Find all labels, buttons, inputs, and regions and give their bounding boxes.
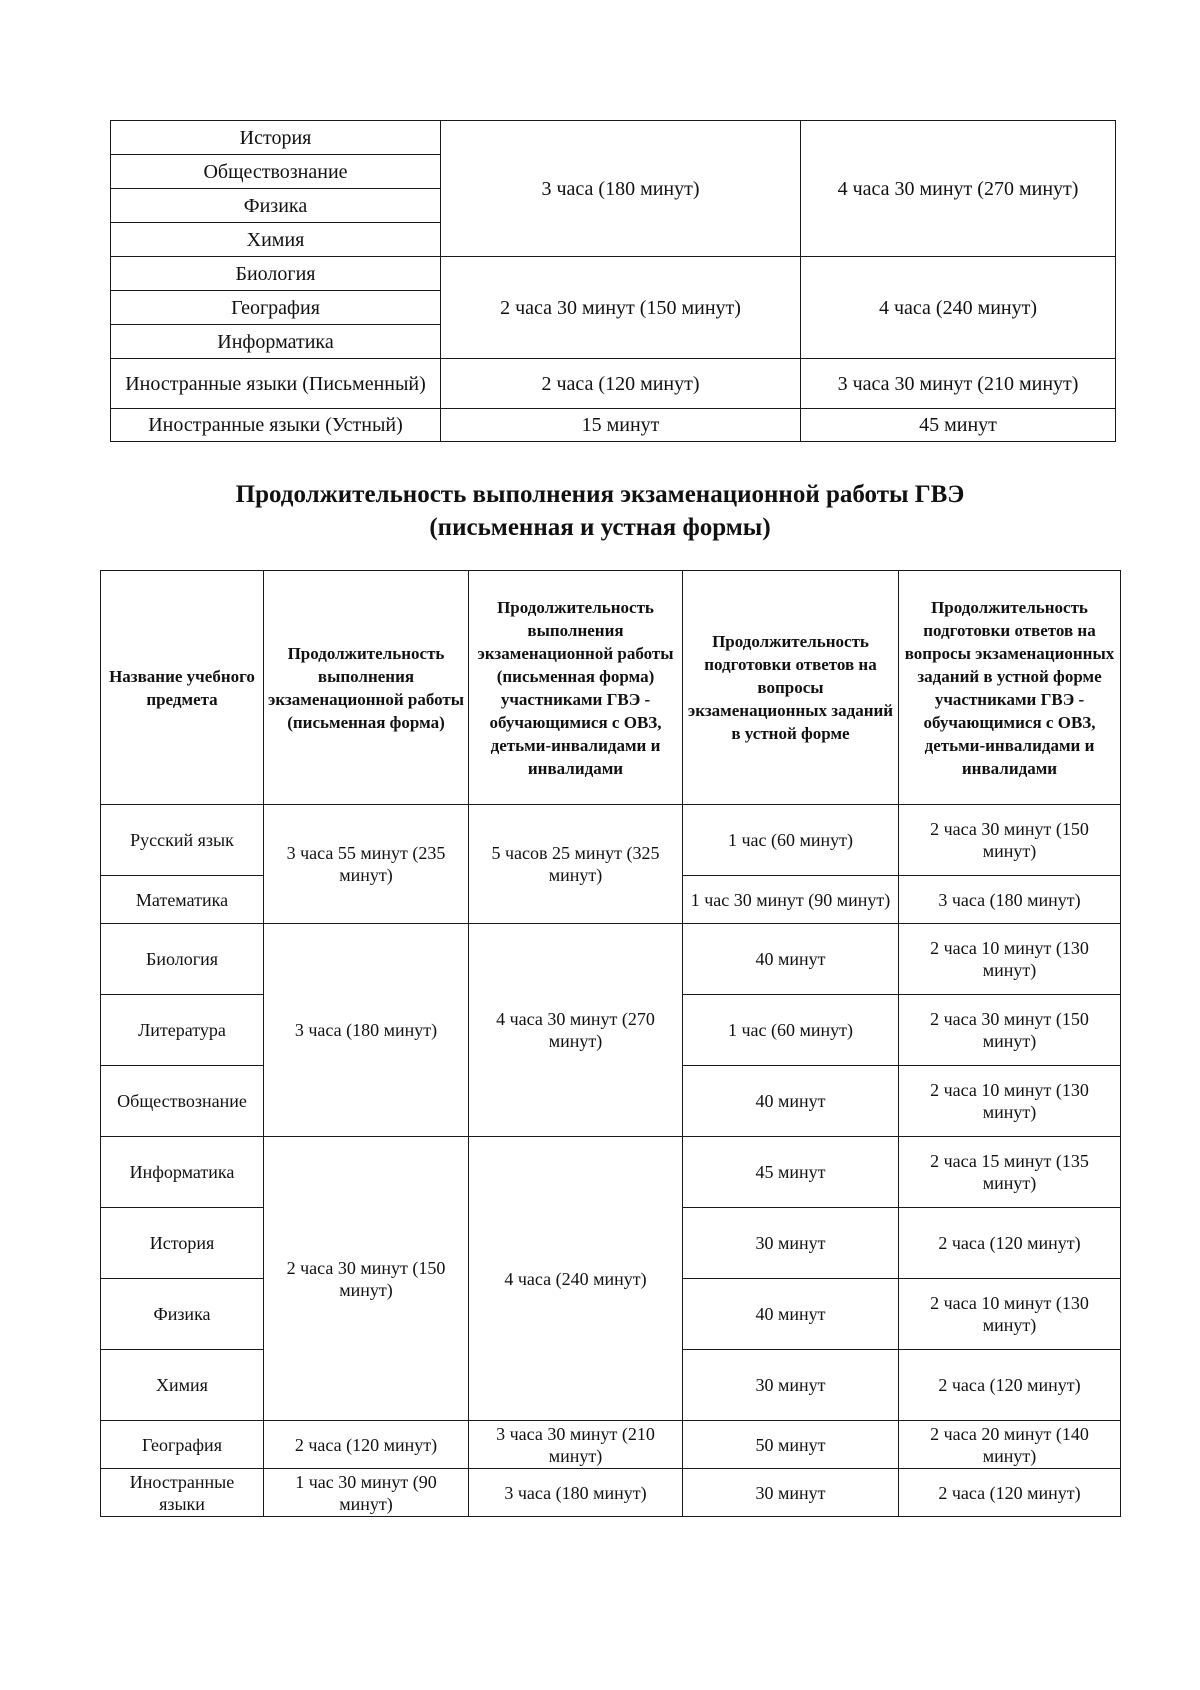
subject-cell: Обществознание <box>111 155 441 189</box>
subject-cell: Физика <box>101 1279 264 1350</box>
subject-cell: Иностранные языки (Письменный) <box>111 359 441 409</box>
subject-cell: История <box>111 121 441 155</box>
oral-ovz-cell: 2 часа (120 минут) <box>899 1469 1121 1517</box>
table-row <box>101 805 1121 876</box>
oral-cell: 40 минут <box>683 1066 899 1137</box>
oral-cell: 30 минут <box>683 1208 899 1279</box>
written-cell: 3 часа 55 минут (235 минут) <box>264 805 469 924</box>
written-ovz-cell: 5 часов 25 минут (325 минут) <box>469 805 683 924</box>
oral-ovz-cell: 2 часа 15 минут (135 минут) <box>899 1137 1121 1208</box>
heading-line-2: (письменная и устная формы) <box>429 514 771 541</box>
subject-cell: География <box>111 291 441 325</box>
subject-cell: Иностранные языки (Устный) <box>111 409 441 442</box>
subject-cell: Химия <box>111 223 441 257</box>
table-row <box>111 257 1116 291</box>
written-cell: 3 часа (180 минут) <box>264 924 469 1137</box>
written-cell: 2 часа (120 минут) <box>264 1421 469 1469</box>
heading-line-1: Продолжительность выполнения экзаменационной работы ГВЭ <box>235 481 965 508</box>
oral-ovz-cell: 2 часа (120 минут) <box>899 1208 1121 1279</box>
subject-cell: Химия <box>101 1350 264 1421</box>
subject-cell: Физика <box>111 189 441 223</box>
section-heading <box>180 478 1020 544</box>
oral-cell: 40 минут <box>683 1279 899 1350</box>
gve-durations-table <box>100 570 1121 1517</box>
table-row <box>111 409 1116 442</box>
written-cell: 2 часа 30 минут (150 минут) <box>264 1137 469 1421</box>
oral-ovz-cell: 2 часа 10 минут (130 минут) <box>899 1066 1121 1137</box>
table-row <box>101 924 1121 995</box>
subject-cell: История <box>101 1208 264 1279</box>
oral-cell: 1 час 30 минут (90 минут) <box>683 876 899 924</box>
oral-cell: 1 час (60 минут) <box>683 995 899 1066</box>
table-row <box>101 1469 1121 1517</box>
duration-ovz-cell: 45 минут <box>801 409 1116 442</box>
oral-ovz-cell: 2 часа 30 минут (150 минут) <box>899 995 1121 1066</box>
subject-cell: Литература <box>101 995 264 1066</box>
duration-ovz-cell: 4 часа (240 минут) <box>801 257 1116 359</box>
written-ovz-cell: 3 часа 30 минут (210 минут) <box>469 1421 683 1469</box>
duration-cell: 3 часа (180 минут) <box>441 121 801 257</box>
oral-cell: 1 час (60 минут) <box>683 805 899 876</box>
oral-ovz-cell: 2 часа 10 минут (130 минут) <box>899 1279 1121 1350</box>
header-oral: Продолжительность подготовки ответов на вопросы экзаменационных заданий в устной форме <box>683 571 899 805</box>
oral-cell: 30 минут <box>683 1350 899 1421</box>
subject-cell: Русский язык <box>101 805 264 876</box>
oral-ovz-cell: 3 часа (180 минут) <box>899 876 1121 924</box>
written-ovz-cell: 4 часа (240 минут) <box>469 1137 683 1421</box>
written-ovz-cell: 4 часа 30 минут (270 минут) <box>469 924 683 1137</box>
table-row <box>111 359 1116 409</box>
oral-ovz-cell: 2 часа 30 минут (150 минут) <box>899 805 1121 876</box>
duration-cell: 2 часа (120 минут) <box>441 359 801 409</box>
subject-cell: Биология <box>111 257 441 291</box>
header-oral-ovz: Продолжительность подготовки ответов на вопросы экзаменационных заданий в устной форме участниками ГВЭ - обучающимися с ОВЗ, детьми-инвалидами и инвалидами <box>899 571 1121 805</box>
subject-cell: Информатика <box>101 1137 264 1208</box>
oral-cell: 40 минут <box>683 924 899 995</box>
subject-cell: Информатика <box>111 325 441 359</box>
header-written-ovz: Продолжительность выполнения экзаменационной работы (письменная форма) участниками ГВЭ - обучающимися с ОВЗ, детьми-инвалидами и инвалидами <box>469 571 683 805</box>
subject-cell: Обществознание <box>101 1066 264 1137</box>
duration-ovz-cell: 3 часа 30 минут (210 минут) <box>801 359 1116 409</box>
oral-ovz-cell: 2 часа 10 минут (130 минут) <box>899 924 1121 995</box>
oral-cell: 30 минут <box>683 1469 899 1517</box>
duration-cell: 15 минут <box>441 409 801 442</box>
table-row <box>101 1137 1121 1208</box>
oral-cell: 50 минут <box>683 1421 899 1469</box>
durations-table-top <box>110 120 1116 442</box>
header-subject: Название учебного предмета <box>101 571 264 805</box>
subject-cell: Иностранные языки <box>101 1469 264 1517</box>
subject-cell: География <box>101 1421 264 1469</box>
duration-ovz-cell: 4 часа 30 минут (270 минут) <box>801 121 1116 257</box>
subject-cell: Математика <box>101 876 264 924</box>
oral-ovz-cell: 2 часа 20 минут (140 минут) <box>899 1421 1121 1469</box>
header-written: Продолжительность выполнения экзаменационной работы (письменная форма) <box>264 571 469 805</box>
oral-cell: 45 минут <box>683 1137 899 1208</box>
table-row <box>101 1421 1121 1469</box>
written-cell: 1 час 30 минут (90 минут) <box>264 1469 469 1517</box>
header-row <box>101 571 1121 805</box>
duration-cell: 2 часа 30 минут (150 минут) <box>441 257 801 359</box>
written-ovz-cell: 3 часа (180 минут) <box>469 1469 683 1517</box>
table-row <box>111 121 1116 155</box>
subject-cell: Биология <box>101 924 264 995</box>
oral-ovz-cell: 2 часа (120 минут) <box>899 1350 1121 1421</box>
